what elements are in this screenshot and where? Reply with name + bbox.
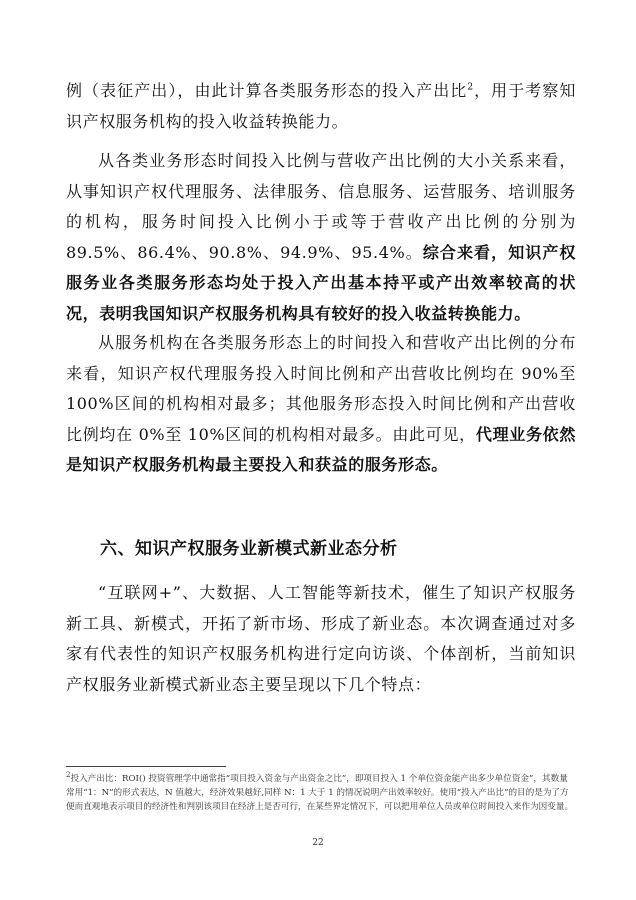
paragraph-text: 从服务机构在各类服务形态上的时间投入和营收产出比例的分布来看，知识产权代理服务投入时间比例和产出营收比例均在 90%至 100%区间的机构相对最多；其他服务形态投入时间比例和产出营收比例均在 0%至 10%区间的机构相对最多。由此可见， <box>66 333 576 444</box>
paragraph-text: 从各类业务形态时间投入比例与营收产出比例的大小关系来看，从事知识产权代理服务、法律服务、信息服务、运营服务、培训服务的机构，服务时间投入比例小于或等于营收产出比例的分别为 89.5%、86.4%、90.8%、94.9%、95.4%。 <box>66 151 576 262</box>
paragraph-text: ，用于考察知识产权服务机构的投入收益转换能力。 <box>66 81 576 131</box>
paragraph-text: “互联网+”、大数据、人工智能等新技术，催生了知识产权服务新工具、新模式，开拓了新市场、形成了新业态。本次调查通过对多家有代表性的知识产权服务机构进行定向访谈、个体剖析，当前知识产权服务业新模式新业态主要呈现以下几个特点： <box>66 583 576 694</box>
paragraph-distribution <box>66 328 576 481</box>
footnote-marker[interactable]: 2 <box>467 82 474 93</box>
paragraph-new-models <box>66 578 576 700</box>
bold-conclusion: 综合来看，知识产权服务业各类服务形态均处于投入产出基本持平或产出效率较高的状况，表明我国知识产权服务机构具有较好的投入收益转换能力。 <box>66 242 577 323</box>
footnote-divider <box>66 766 226 767</box>
paragraph-input-output-ratio <box>66 146 576 329</box>
footnote-text: 投入产出比：ROI() 投资管理学中通常指“项目投入资金与产出资金之比”，即项目投入 1 个单位资金能产出多少单位资金”，其数量常用“1：N”的形式表达，N 值越大，经济效果越好,同样 N：1 大于 1 的情况说明产出效率较好。使用“投入产出比”的目的是为了方便而直观地表示项目的经济性和判别该项目在经济上是否可行，在某些界定情况下，可以把用单位人员或单位时间投入来作为因变量。 <box>66 774 574 812</box>
section-heading: 六、知识产权服务业新模式新业态分析 <box>100 539 398 559</box>
paragraph-text: 例（表征产出），由此计算各类服务形态的投入产出比 <box>66 81 468 100</box>
footnote <box>66 772 576 814</box>
page-number: 22 <box>312 838 324 848</box>
paragraph-roi-intro <box>66 76 576 137</box>
bold-conclusion: 代理业务依然是知识产权服务机构最主要投入和获益的服务形态。 <box>66 424 576 474</box>
footnote-number: 2 <box>66 771 71 780</box>
